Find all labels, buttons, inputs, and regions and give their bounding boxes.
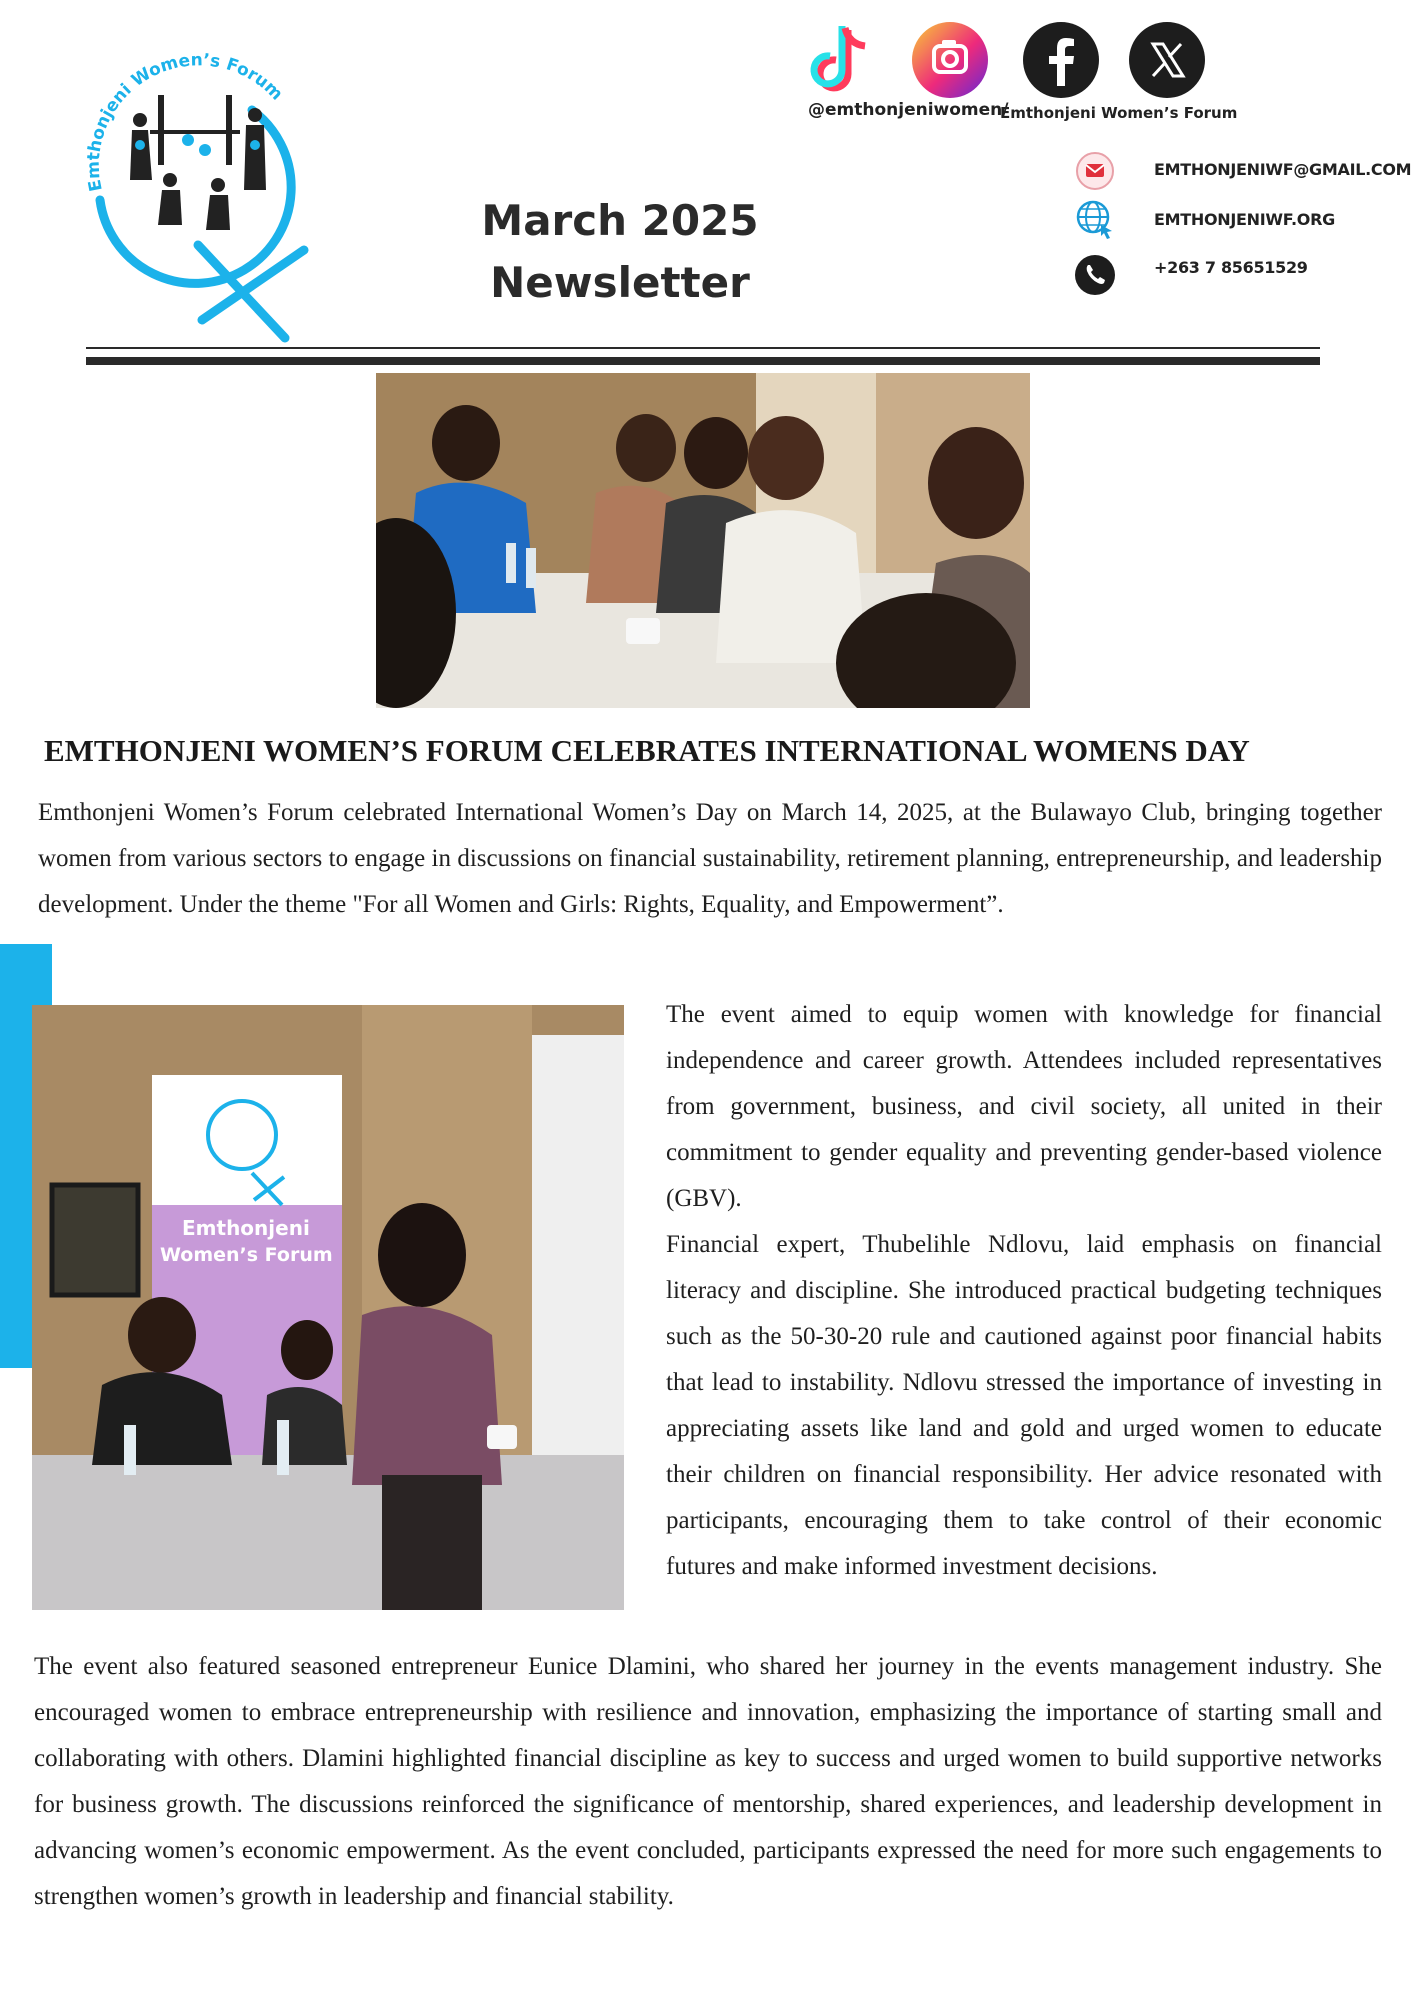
contact-website[interactable]: EMTHONJENIWF.ORG [1154, 210, 1335, 229]
logo-text: Emthonjeni Women’s Forum [83, 50, 287, 193]
social-handle[interactable]: @emthonjeniwomen/ [808, 100, 1009, 120]
newsletter-title [440, 190, 800, 314]
header-rule-thick [86, 357, 1320, 365]
x-icon[interactable] [1129, 22, 1205, 98]
phone-icon [1074, 254, 1116, 296]
title-month: March 2025 [481, 196, 759, 245]
contact-email[interactable]: EMTHONJENIWF@GMAIL.COM [1154, 160, 1412, 179]
event-photo-speaker [32, 1005, 624, 1610]
article-intro-paragraph: Emthonjeni Women’s Forum celebrated International Women’s Day on March 14, 2025, at the Bulawayo Club, bringing together women from various sectors to engage in discussions on financial sustainability, retirement planning, entrepreneurship, and leadership development. Under the theme "For all Women and Girls: Rights, Equality, and Empowerment”. [38, 799, 1382, 918]
article-finance-paragraph: Financial expert, Thubelihle Ndlovu, laid emphasis on financial literacy and discipline. She introduced practical budgeting techniques such as the 50-30-20 rule and cautioned against poor financial habits that lead to instability. Ndlovu stressed the importance of investing in appreciating assets like land and gold and urged women to educate their children on financial responsibility. Her advice resonated with participants, encouraging them to take control of their economic futures and make informed investment decisions. [666, 1231, 1382, 1580]
article-headline: EMTHONJENI WOMEN’S FORUM CELEBRATES INTERNATIONAL WOMENS DAY [44, 733, 1250, 768]
globe-icon [1074, 198, 1116, 240]
article-entrepreneur-paragraph: The event also featured seasoned entrepreneur Eunice Dlamini, who shared her journey in the events management industry. She encouraged women to embrace entrepreneurship with resilience and innovation, emphasizing the importance of starting small and collaborating with others. Dlamini highlighted financial discipline as key to success and urged women to build supportive networks for business growth. The discussions reinforced the significance of mentorship, shared experiences, and leadership development in advancing women’s economic empowerment. As the event concluded, participants expressed the need for more such engagements to strengthen women’s growth in leadership and financial stability. [34, 1653, 1382, 1910]
contact-phone[interactable]: +263 7 85651529 [1154, 258, 1308, 277]
banner-text-2: Women’s Forum [160, 1244, 333, 1266]
email-icon [1074, 150, 1116, 192]
title-newsletter: Newsletter [490, 258, 750, 307]
social-name[interactable]: Emthonjeni Women’s Forum [1000, 104, 1238, 122]
instagram-icon[interactable] [912, 22, 988, 98]
header-rule-thin [86, 347, 1320, 349]
facebook-icon[interactable] [1023, 22, 1099, 98]
event-photo-attendees [376, 373, 1030, 708]
banner-text-1: Emthonjeni [182, 1216, 310, 1240]
org-logo [70, 20, 320, 350]
tiktok-icon[interactable] [805, 20, 881, 100]
article-aim-paragraph: The event aimed to equip women with knowledge for financial independence and career growth. Attendees included representatives from government, business, and civil society, all united in their commitment to gender equality and preventing gender-based violence (GBV). [666, 1001, 1382, 1212]
